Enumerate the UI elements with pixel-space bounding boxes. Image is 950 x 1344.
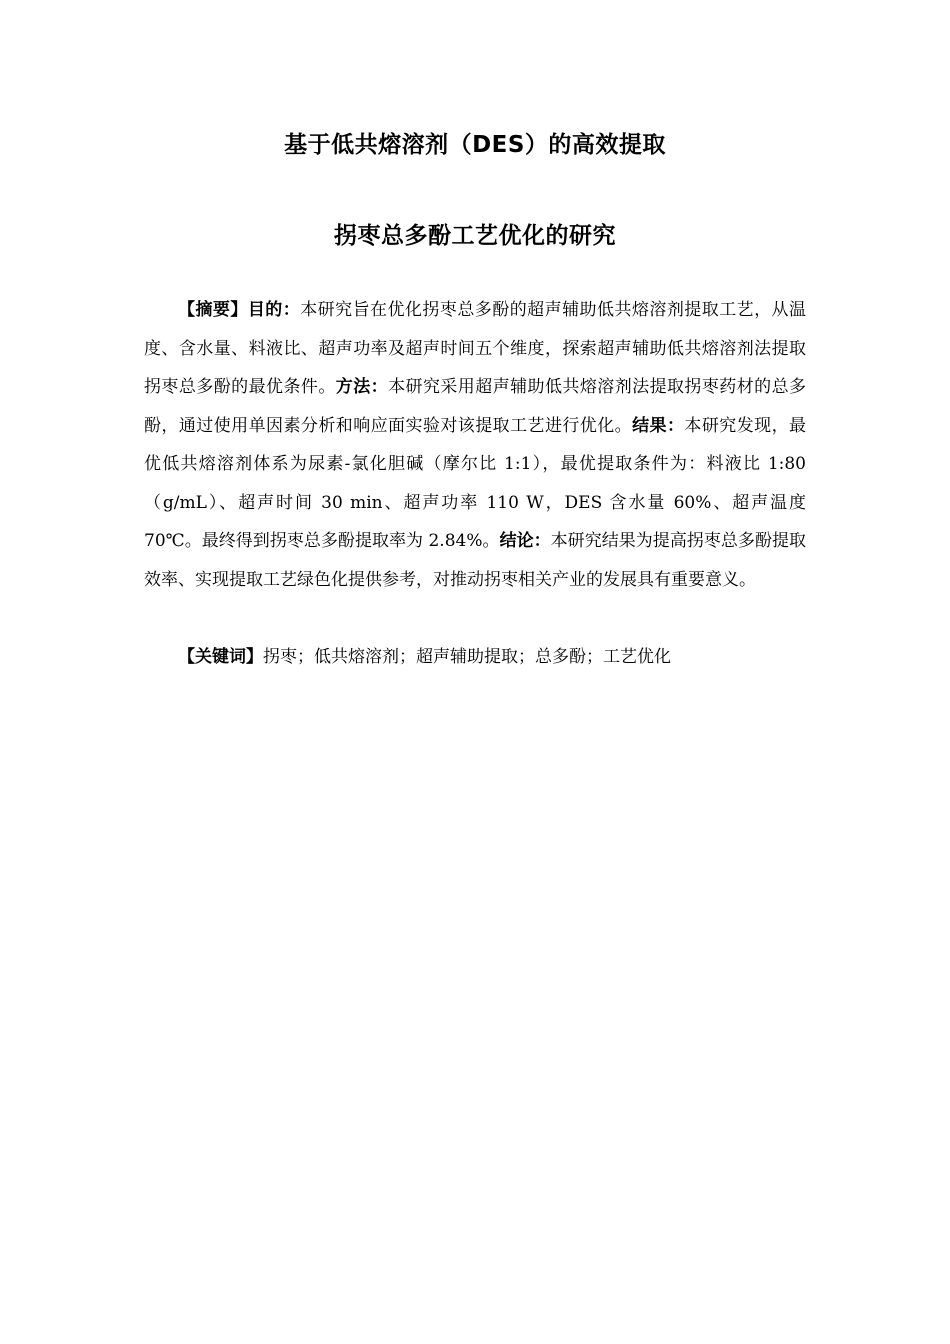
title-line-1: 基于低共熔溶剂（DES）的高效提取 <box>284 132 666 158</box>
objective-label: 目的： <box>247 300 301 320</box>
keywords-label: 【关键词】 <box>178 647 263 667</box>
conclusion-text: 本研究结果为提高拐枣总多酚提取效率、实现提取工艺绿色化提供参考，对推动拐枣相关产业的发展具有重要意义。 <box>144 531 807 590</box>
conclusion-label: 结论： <box>499 531 551 551</box>
results-label: 结果： <box>632 415 685 436</box>
methods-label: 方法： <box>335 377 389 397</box>
abstract-paragraph <box>144 291 806 599</box>
title-line-2: 拐枣总多酚工艺优化的研究 <box>334 223 616 249</box>
methods-text: 本研究采用超声辅助低共熔溶剂法提取拐枣药材的总多酚，通过使用单因素分析和响应面实验对该提取工艺进行优化。 <box>144 377 807 436</box>
results-text: 本研究发现，最优低共熔溶剂体系为尿素-氯化胆碱（摩尔比 1:1），最优提取条件为：料液比 1:80（g/mL）、超声时间 30 min、超声功率 110 W，DES 含水量 60%、超声温度 70℃。最终得到拐枣总多酚提取率为 2.84%。 <box>144 415 807 551</box>
abstract-label: 【摘要】 <box>178 300 248 320</box>
keywords-text: 拐枣；低共熔溶剂；超声辅助提取；总多酚；工艺优化 <box>263 647 671 667</box>
objective-text: 本研究旨在优化拐枣总多酚的超声辅助低共熔溶剂提取工艺，从温度、含水量、料液比、超声功率及超声时间五个维度，探索超声辅助低共熔溶剂法提取拐枣总多酚的最优条件。 <box>144 300 807 397</box>
keywords-paragraph <box>144 638 806 677</box>
